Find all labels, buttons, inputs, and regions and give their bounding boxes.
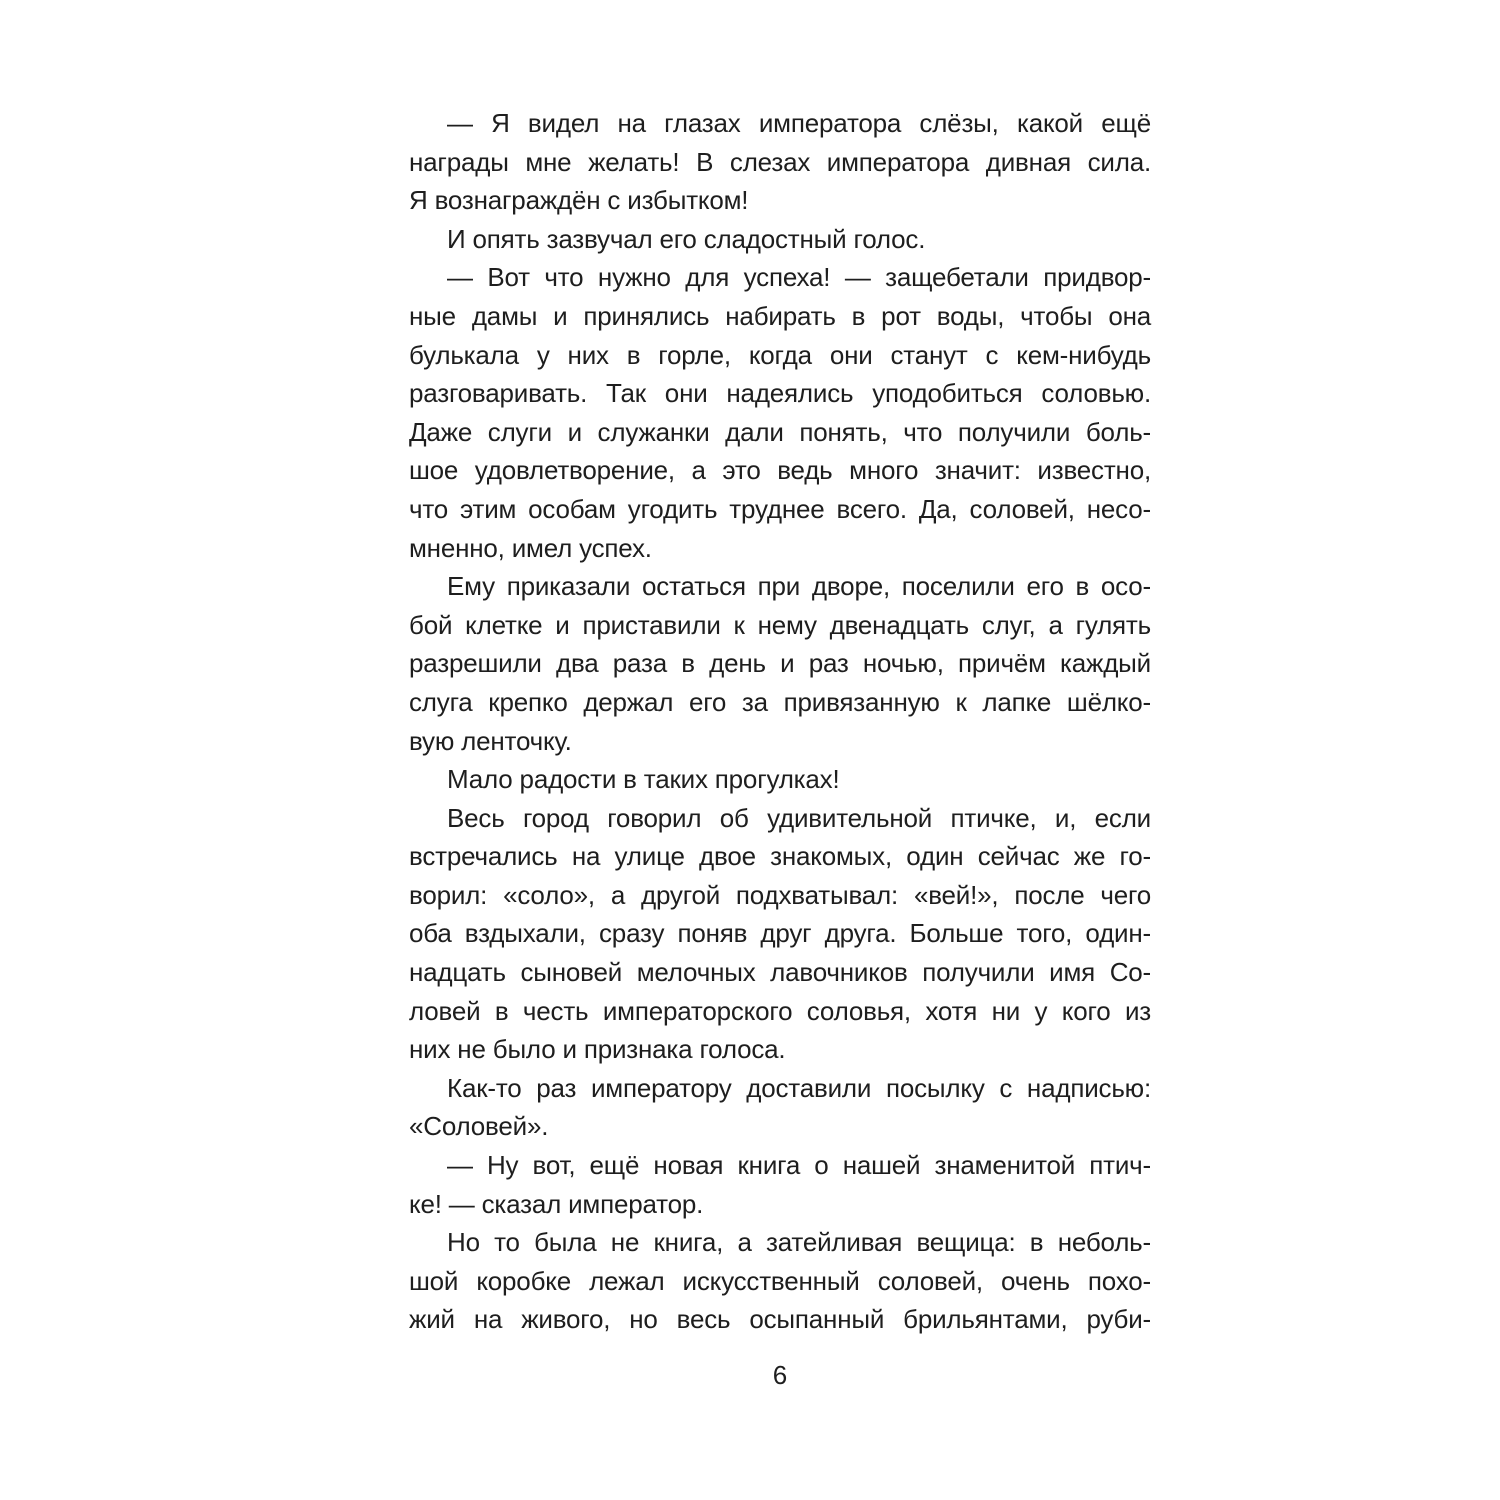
text-line: Я вознаграждён с избытком! xyxy=(409,185,749,216)
text-line: встречались на улице двое знакомых, один сейчас же го- xyxy=(409,841,1151,872)
text-line: «Соловей». xyxy=(409,1111,549,1142)
text-line: награды мне желать! В слезах императора дивная сила. xyxy=(409,146,1151,177)
text-line: оба вздыхали, сразу поняв друг друга. Больше того, один- xyxy=(409,918,1151,949)
paragraph xyxy=(409,760,1151,799)
text-line: булькала у них в горле, когда они станут с кем-нибудь xyxy=(409,339,1151,370)
text-line: ворил: «соло», а другой подхватывал: «вей!», после чего xyxy=(409,879,1151,910)
paragraph xyxy=(409,1069,1151,1146)
text-line: Весь город говорил об удивительной птичке, и, если xyxy=(447,802,1151,833)
text-line: мненно, имел успех. xyxy=(409,532,652,563)
text-line: ловей в честь императорского соловья, хотя ни у кого из xyxy=(409,995,1151,1026)
paragraph xyxy=(409,1223,1151,1339)
text-line: шое удовлетворение, а это ведь много значит: известно, xyxy=(409,455,1151,486)
text-line: Но то была не книга, а затейливая вещица: в неболь- xyxy=(447,1227,1151,1258)
text-line: И опять зазвучал его сладостный голос. xyxy=(447,223,926,254)
paragraph xyxy=(409,799,1151,1069)
paragraph xyxy=(409,220,1151,259)
text-line: жий на живого, но весь осыпанный брильянтами, руби- xyxy=(409,1304,1151,1335)
text-line: вую ленточку. xyxy=(409,725,572,756)
text-line: Даже слуги и служанки дали понять, что получили боль- xyxy=(409,416,1151,447)
text-line: надцать сыновей мелочных лавочников получили имя Со- xyxy=(409,957,1151,988)
text-line: слуга крепко держал его за привязанную к лапке шёлко- xyxy=(409,686,1151,717)
paragraph xyxy=(409,104,1151,220)
text-line: разговаривать. Так они надеялись уподобиться соловью. xyxy=(409,378,1151,409)
text-line: бой клетке и приставили к нему двенадцать слуг, а гулять xyxy=(409,609,1151,640)
paragraph xyxy=(409,1146,1151,1223)
paragraph xyxy=(409,258,1151,567)
page-number: 6 xyxy=(772,1360,788,1390)
text-line: — Ну вот, ещё новая книга о нашей знаменитой птич- xyxy=(447,1150,1151,1181)
text-line: ке! — сказал император. xyxy=(409,1188,704,1219)
story-text xyxy=(409,104,1151,1339)
text-line: ные дамы и принялись набирать в рот воды, чтобы она xyxy=(409,300,1151,331)
paragraph xyxy=(409,567,1151,760)
text-line: Ему приказали остаться при дворе, поселили его в осо- xyxy=(447,571,1151,602)
text-line: что этим особам угодить труднее всего. Да, соловей, несо- xyxy=(409,493,1151,524)
text-line: — Вот что нужно для успеха! — защебетали придвор- xyxy=(447,262,1151,293)
text-line: — Я видел на глазах императора слёзы, какой ещё xyxy=(447,108,1151,138)
text-line: них не было и признака голоса. xyxy=(409,1034,786,1065)
text-line: Как-то раз императору доставили посылку с надписью: xyxy=(447,1072,1151,1103)
text-line: разрешили два раза в день и раз ночью, причём каждый xyxy=(409,648,1151,679)
text-line: Мало радости в таких прогулках! xyxy=(447,764,840,795)
text-line: шой коробке лежал искусственный соловей, очень похо- xyxy=(409,1265,1151,1296)
